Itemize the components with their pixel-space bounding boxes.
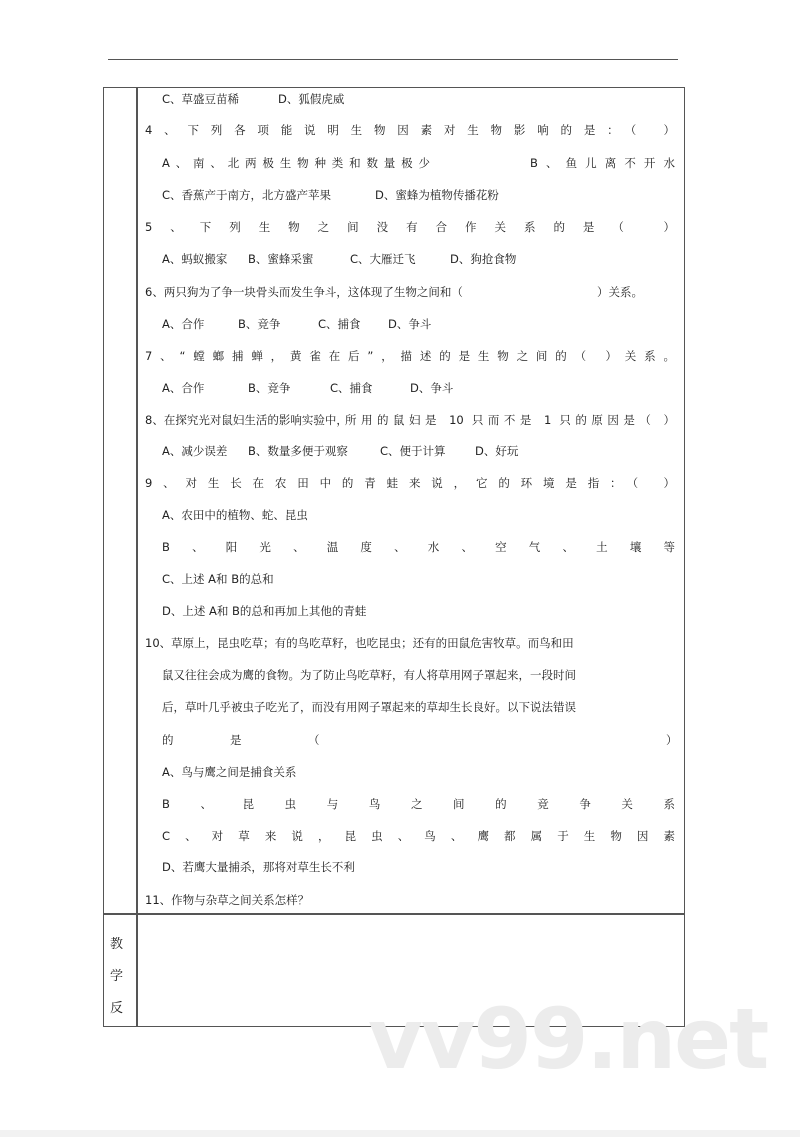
- question-line-text: B、数量多便于观察: [248, 444, 348, 458]
- question-line-text: A、农田中的植物、蛇、昆虫: [162, 508, 308, 522]
- header-rule: [108, 59, 678, 60]
- side-label-char: 反: [110, 1001, 124, 1016]
- side-label-char: 学: [110, 969, 124, 984]
- question-line-text: C、捕食: [318, 317, 361, 331]
- question-line-text: B、竞争: [248, 381, 291, 395]
- question-line-text: B、阳光、温度、水、空气、土壤等: [162, 540, 675, 554]
- question-line-text: 4、下列各项能说明生物因素对生物影响的是：（ ）: [145, 123, 675, 137]
- question-line-text: 的: [162, 733, 174, 747]
- watermark: vv99.net: [368, 990, 768, 1088]
- question-line-text: D、争斗: [410, 381, 454, 395]
- question-line-text: 8、在探究光对鼠妇生活的影响实验中，: [145, 413, 348, 427]
- question-line-text: A、鸟与鹰之间是捕食关系: [162, 765, 297, 779]
- question-line-text: 鼠又往往会成为鹰的食物。为了防止鸟吃草籽，有人将草用网子罩起来，一段时间: [162, 668, 576, 682]
- question-line-text: B、竞争: [238, 317, 281, 331]
- question-line-text: C、香蕉产于南方，北方盛产苹果: [162, 188, 332, 202]
- question-line-text: ）关系。: [597, 285, 643, 299]
- table-row-divider: [103, 913, 685, 915]
- question-line-text: A、蚂蚁搬家: [162, 252, 228, 266]
- question-line-text: C、上述 A和 B的总和: [162, 572, 274, 586]
- question-line-text: B、蜜蜂采蜜: [248, 252, 314, 266]
- page-bottom-edge: [0, 1130, 800, 1137]
- question-line-text: C、对草来说，昆虫、鸟、鹰都属于生物因素: [162, 829, 675, 843]
- question-line-text: C、草盛豆苗稀: [162, 92, 240, 106]
- question-line-text: 11、作物与杂草之间关系怎样？: [145, 893, 310, 907]
- question-line-text: 是: [230, 733, 242, 747]
- question-line-text: ）: [666, 733, 678, 747]
- question-line-text: D、若鹰大量捕杀，那将对草生长不利: [162, 860, 355, 874]
- question-line-text: C、大雁迁飞: [350, 252, 416, 266]
- question-line-text: C、便于计算: [380, 444, 446, 458]
- question-line-text: B、鱼儿离不开水: [530, 156, 675, 170]
- question-line-text: D、狗抢食物: [450, 252, 517, 266]
- question-line-text: A、合作: [162, 317, 205, 331]
- question-line-text: D、狐假虎威: [278, 92, 345, 106]
- question-line-text: D、上述 A和 B的总和再加上其他的青蛙: [162, 604, 367, 618]
- question-line-text: D、好玩: [475, 444, 519, 458]
- question-line-text: B、昆虫与鸟之间的竞争关系: [162, 797, 675, 811]
- question-line-text: 10、草原上，昆虫吃草；有的鸟吃草籽，也吃昆虫；还有的田鼠危害牧草。而鸟和田: [145, 636, 574, 650]
- question-line-text: C、捕食: [330, 381, 373, 395]
- question-line-text: A、合作: [162, 381, 205, 395]
- question-line-text: 7、“螳螂捕蝉，黄雀在后”，描述的是生物之间的（ ）关系。: [145, 349, 675, 363]
- table-column-divider: [136, 87, 138, 1027]
- question-line-text: 所用的鼠妇是 10 只而不是 1 只的原因是（ ）: [345, 413, 675, 427]
- question-line-text: A、南、北两极生物种类和数量极少: [162, 156, 430, 170]
- side-label-char: 教: [110, 937, 124, 952]
- question-line-text: D、争斗: [388, 317, 432, 331]
- question-line-text: 9、对生长在农田中的青蛙来说，它的环境是指：（ ）: [145, 476, 675, 490]
- question-line-text: A、减少误差: [162, 444, 228, 458]
- question-line-text: 6、两只狗为了争一块骨头而发生争斗，这体现了生物之间和（: [145, 285, 463, 299]
- question-line-text: 后，草叶几乎被虫子吃光了，而没有用网子罩起来的草却生长良好。以下说法错误: [162, 700, 576, 714]
- question-line-text: 5、下列生物之间没有合作关系的是（ ）: [145, 220, 675, 234]
- question-line-text: D、蜜蜂为植物传播花粉: [375, 188, 499, 202]
- question-line-text: （: [308, 733, 320, 747]
